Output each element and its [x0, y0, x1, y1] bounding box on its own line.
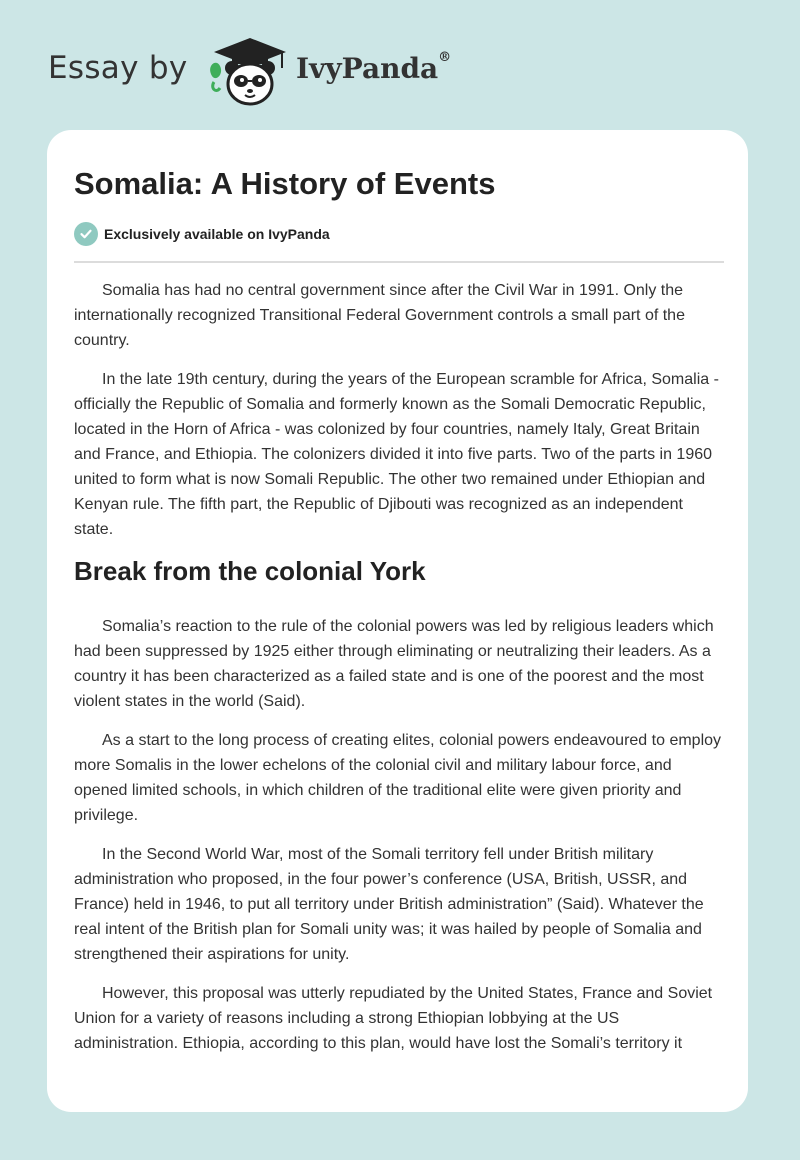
exclusive-badge	[74, 222, 330, 246]
check-circle-icon	[74, 222, 98, 246]
essay-title: Somalia: A History of Events	[74, 166, 496, 201]
paragraph: However, this proposal was utterly repudiated by the United States, France and Soviet Union for a variety of reasons including a strong Ethiopian lobbying at the US administration. Ethiopia, according to this plan, would have lost the Somali’s territory it	[74, 985, 713, 1052]
paragraph: Somalia has had no central government since after the Civil War in 1991. Only the internationally recognized Transitional Federal Government controls a small part of the country.	[74, 282, 685, 349]
paragraph: Somalia’s reaction to the rule of the colonial powers was led by religious leaders which had been suppressed by 1925 either through eliminating or neutralizing their leaders. As a country it has been characterized as a failed state and is one of the poorest and the most violent states in the world (Said).	[74, 618, 714, 710]
exclusive-badge-label: Exclusively available on IvyPanda	[104, 226, 330, 242]
title-divider	[74, 261, 724, 263]
paragraph: As a start to the long process of creating elites, colonial powers endeavoured to employ more Somalis in the lower echelons of the colonial civil and military labour force, and opened limited schools, in which children of the traditional elite were given priority and privilege.	[74, 732, 722, 824]
panda-logo-icon[interactable]	[202, 36, 292, 108]
brand-name[interactable]: IvyPanda®	[296, 50, 452, 85]
essay-body	[74, 278, 724, 1070]
essay-by-label: Essay by	[48, 50, 188, 86]
essay-card	[47, 130, 748, 1112]
paragraph: In the Second World War, most of the Somali territory fell under British military administration who proposed, in the four power’s conference (USA, British, USSR, and France) held in 1946, to put all territory under British administration” (Said). Whatever the real intent of the British plan for Somali unity was; it was hailed by people of Somalia and strengthened their aspirations for unity.	[74, 846, 704, 963]
section-heading: Break from the colonial York	[74, 556, 426, 586]
site-header	[48, 36, 508, 108]
registered-mark: ®	[438, 50, 452, 65]
paragraph: In the late 19th century, during the years of the European scramble for Africa, Somalia - officially the Republic of Somalia and formerly known as the Somali Democratic Republic, located in the Horn of Africa - was colonized by four countries, namely Italy, Great Britain and France, and Ethiopia. The colonizers divided it into five parts. Two of the parts in 1960 united to form what is now Somali Republic. The other two remained under Ethiopian and Kenyan rule. The fifth part, the Republic of Djibouti was recognized as an independent state.	[74, 371, 719, 538]
